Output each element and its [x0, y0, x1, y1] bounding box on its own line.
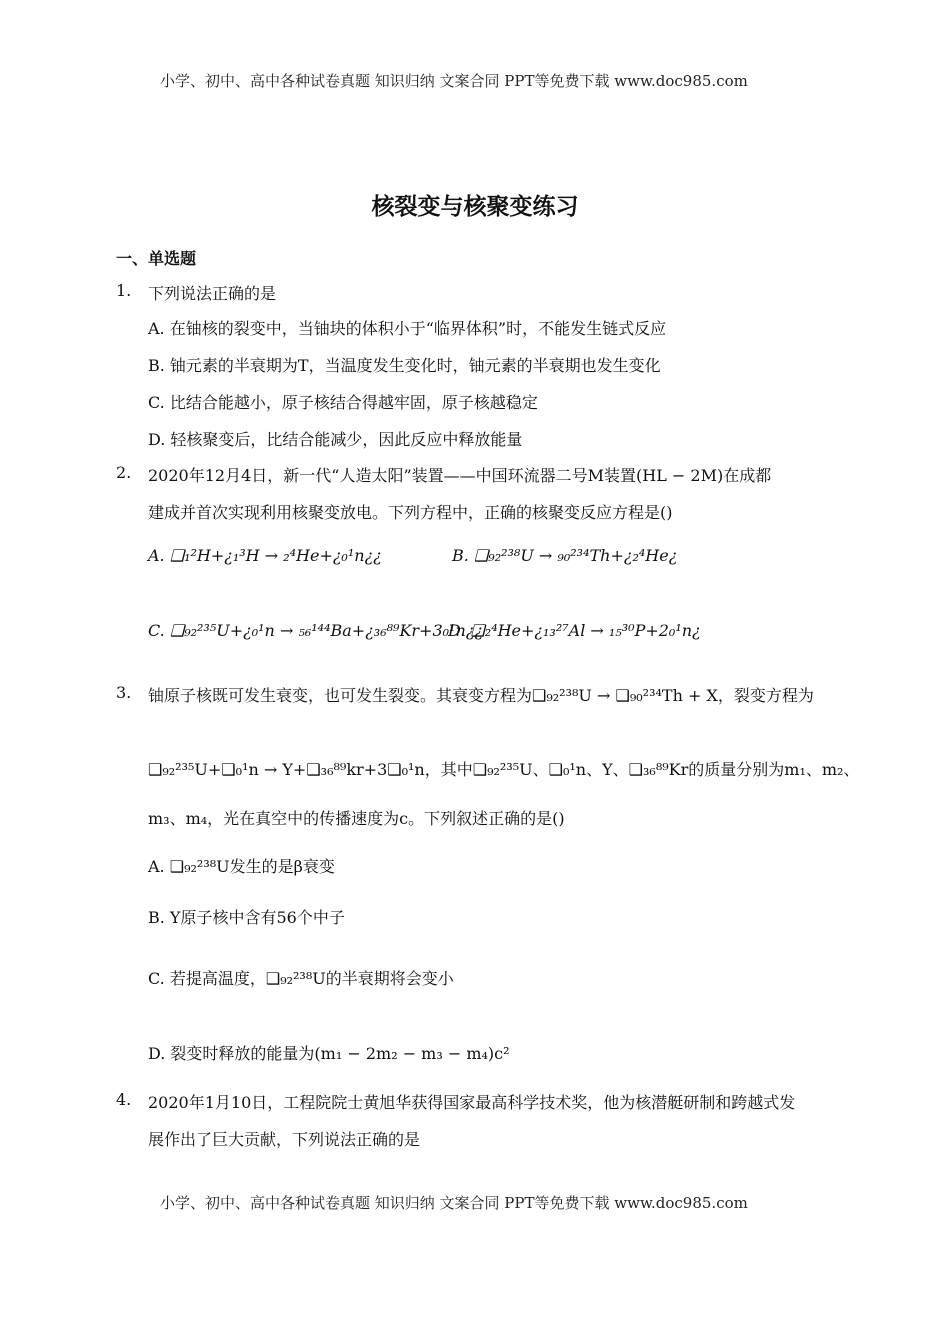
question-1-option-a: A. 在铀核的裂变中，当铀块的体积小于“临界体积”时，不能发生链式反应 — [148, 319, 667, 338]
question-2-option-b: B. ❑₉₂²³⁸U → ₉₀²³⁴Th+¿₂⁴He¿ — [452, 546, 678, 565]
question-3-line-2: ❑₉₂²³⁵U+❑₀¹n → Y+❑₃₆⁸⁹kr+3❑₀¹n，其中❑₉₂²³⁵U、❑₀¹n、Y、❑₃₆⁸⁹Kr的质量分别为m₁、m₂、 — [148, 760, 860, 779]
page-footer: 小学、初中、高中各种试卷真题 知识归纳 文案合同 PPT等免费下载 www.doc985.com — [160, 1194, 748, 1212]
question-3-option-d: D. 裂变时释放的能量为(m₁ − 2m₂ − m₃ − m₄)c² — [148, 1044, 510, 1063]
question-1-option-b: B. 铀元素的半衰期为T，当温度发生变化时，铀元素的半衰期也发生变化 — [148, 356, 661, 375]
question-1-number: 1. — [116, 281, 132, 300]
question-2-number: 2. — [116, 463, 132, 482]
question-1-stem: 下列说法正确的是 — [148, 284, 277, 303]
question-2-option-d: D. ❑₂⁴He+¿₁₃²⁷Al → ₁₅³⁰P+2₀¹n¿ — [448, 621, 701, 640]
question-3-option-b: B. Y原子核中含有56个中子 — [148, 908, 345, 927]
question-4-line-2: 展作出了巨大贡献，下列说法正确的是 — [148, 1130, 421, 1149]
question-3-line-3: m₃、m₄，光在真空中的传播速度为c。下列叙述正确的是() — [148, 809, 565, 828]
question-1-option-c: C. 比结合能越小，原子核结合得越牢固，原子核越稳定 — [148, 393, 538, 412]
question-2-stem-line-2: 建成并首次实现利用核聚变放电。下列方程中，正确的核聚变反应方程是() — [148, 503, 673, 522]
question-3-line-1: 铀原子核既可发生衰变，也可发生裂变。其衰变方程为❑₉₂²³⁸U → ❑₉₀²³⁴Th + X，裂变方程为 — [148, 686, 814, 705]
page-title: 核裂变与核聚变练习 — [371, 193, 579, 220]
page-header: 小学、初中、高中各种试卷真题 知识归纳 文案合同 PPT等免费下载 www.doc985.com — [160, 72, 748, 90]
question-2-stem-line-1: 2020年12月4日，新一代“人造太阳”装置——中国环流器二号M装置(HL − 2M)在成都 — [148, 466, 772, 485]
question-1-option-d: D. 轻核聚变后，比结合能减少，因此反应中释放能量 — [148, 430, 523, 449]
question-2-option-a: A. ❑₁²H+¿₁³H → ₂⁴He+¿₀¹n¿¿ — [148, 546, 382, 565]
question-4-line-1: 2020年1月10日，工程院院士黄旭华获得国家最高科学技术奖，他为核潜艇研制和跨越式发 — [148, 1093, 796, 1112]
question-3-option-c: C. 若提高温度，❑₉₂²³⁸U的半衰期将会变小 — [148, 969, 454, 988]
question-2-option-c: C. ❑₉₂²³⁵U+¿₀¹n → ₅₆¹⁴⁴Ba+¿₃₆⁸⁹Kr+3₀¹n¿¿ — [148, 621, 483, 640]
question-3-option-a: A. ❑₉₂²³⁸U发生的是β衰变 — [148, 857, 335, 876]
section-heading: 一、单选题 — [116, 249, 197, 268]
question-3-number: 3. — [116, 683, 132, 702]
question-4-number: 4. — [116, 1090, 132, 1109]
